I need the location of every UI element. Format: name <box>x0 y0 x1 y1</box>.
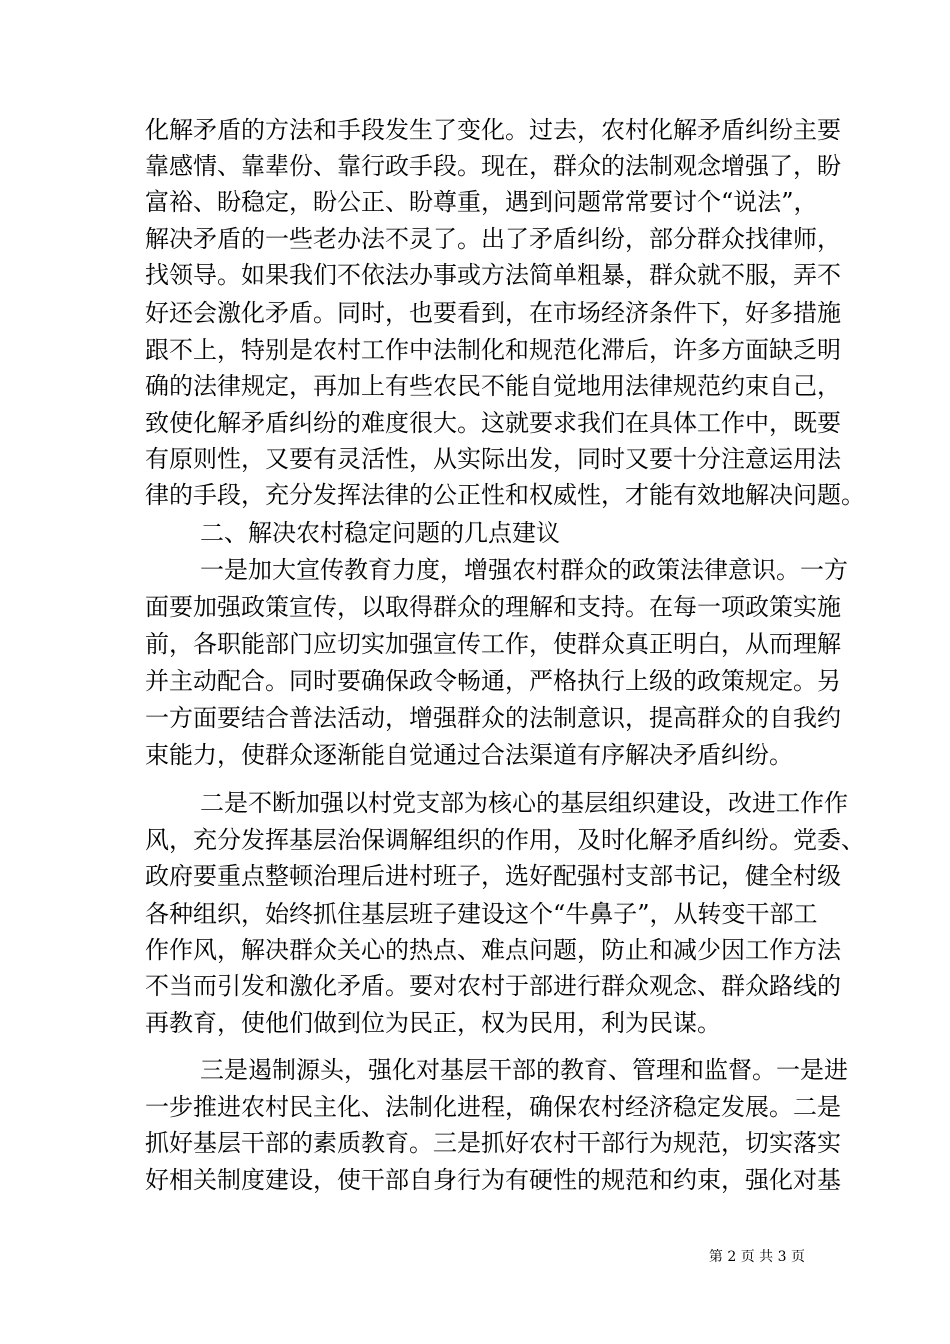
body-line: 再教育，使他们做到位为民正，权为民用，利为民谋。 <box>145 1009 721 1037</box>
body-line: 靠感情、靠辈份、靠行政手段。现在，群众的法制观念增强了，盼 <box>145 152 841 180</box>
page-number: 第 2 页 共 3 页 <box>708 1249 805 1265</box>
body-line: 政府要重点整顿治理后进村班子，选好配强村支部书记，健全村级 <box>145 862 841 890</box>
body-line: 前，各职能部门应切实加强宣传工作，使群众真正明白，从而理解 <box>145 630 841 658</box>
body-line: 跟不上，特别是农村工作中法制化和规范化滞后，许多方面缺乏明 <box>145 336 841 364</box>
body-line: 致使化解矛盾纠纷的难度很大。这就要求我们在具体工作中，既要 <box>145 409 841 437</box>
body-line: 找领导。如果我们不依法办事或方法简单粗暴，群众就不服，弄不 <box>145 261 841 289</box>
body-line: 一步推进农村民主化、法制化进程，确保农村经济稳定发展。二是 <box>145 1093 841 1121</box>
body-line: 好相关制度建设，使干部自身行为有硬性的规范和约束，强化对基 <box>145 1166 841 1194</box>
body-line: 三是遏制源头，强化对基层干部的教育、管理和监督。一是进 <box>200 1056 848 1084</box>
body-line: 化解矛盾的方法和手段发生了变化。过去，农村化解矛盾纠纷主要 <box>145 116 841 144</box>
body-line: 一是加大宣传教育力度，增强农村群众的政策法律意识。一方 <box>200 556 848 584</box>
body-line: 各种组织，始终抓住基层班子建设这个“牛鼻子”，从转变干部工 <box>145 900 818 928</box>
body-line: 抓好基层干部的素质教育。三是抓好农村干部行为规范，切实落实 <box>145 1129 841 1157</box>
body-line: 作作风，解决群众关心的热点、难点问题，防止和减少因工作方法 <box>145 936 841 964</box>
body-line: 二是不断加强以村党支部为核心的基层组织建设，改进工作作 <box>200 789 848 817</box>
body-line: 并主动配合。同时要确保政令畅通，严格执行上级的政策规定。另 <box>145 667 841 695</box>
body-line: 确的法律规定，再加上有些农民不能自觉地用法律规范约束自己， <box>145 372 841 400</box>
body-line: 不当而引发和激化矛盾。要对农村于部进行群众观念、群众路线的 <box>145 972 841 1000</box>
body-line: 富裕、盼稳定，盼公正、盼尊重，遇到问题常常要讨个“说法”， <box>145 188 818 216</box>
body-line: 好还会激化矛盾。同时，也要看到，在市场经济条件下，好多措施 <box>145 299 841 327</box>
body-line: 束能力，使群众逐渐能自觉通过合法渠道有序解决矛盾纠纷。 <box>145 741 793 769</box>
body-line: 一方面要结合普法活动，增强群众的法制意识，提高群众的自我约 <box>145 704 841 732</box>
body-line: 律的手段，充分发挥法律的公正性和权威性，才能有效地解决问题。 <box>145 481 865 509</box>
body-line: 解决矛盾的一些老办法不灵了。出了矛盾纠纷，部分群众找律师， <box>145 225 841 253</box>
body-line: 面要加强政策宣传，以取得群众的理解和支持。在每一项政策实施 <box>145 593 841 621</box>
body-line: 风，充分发挥基层治保调解组织的作用，及时化解矛盾纠纷。党委、 <box>145 826 865 854</box>
section-heading: 二、解决农村稳定问题的几点建议 <box>200 519 560 547</box>
body-line: 有原则性，又要有灵活性，从实际出发，同时又要十分注意运用法 <box>145 445 841 473</box>
